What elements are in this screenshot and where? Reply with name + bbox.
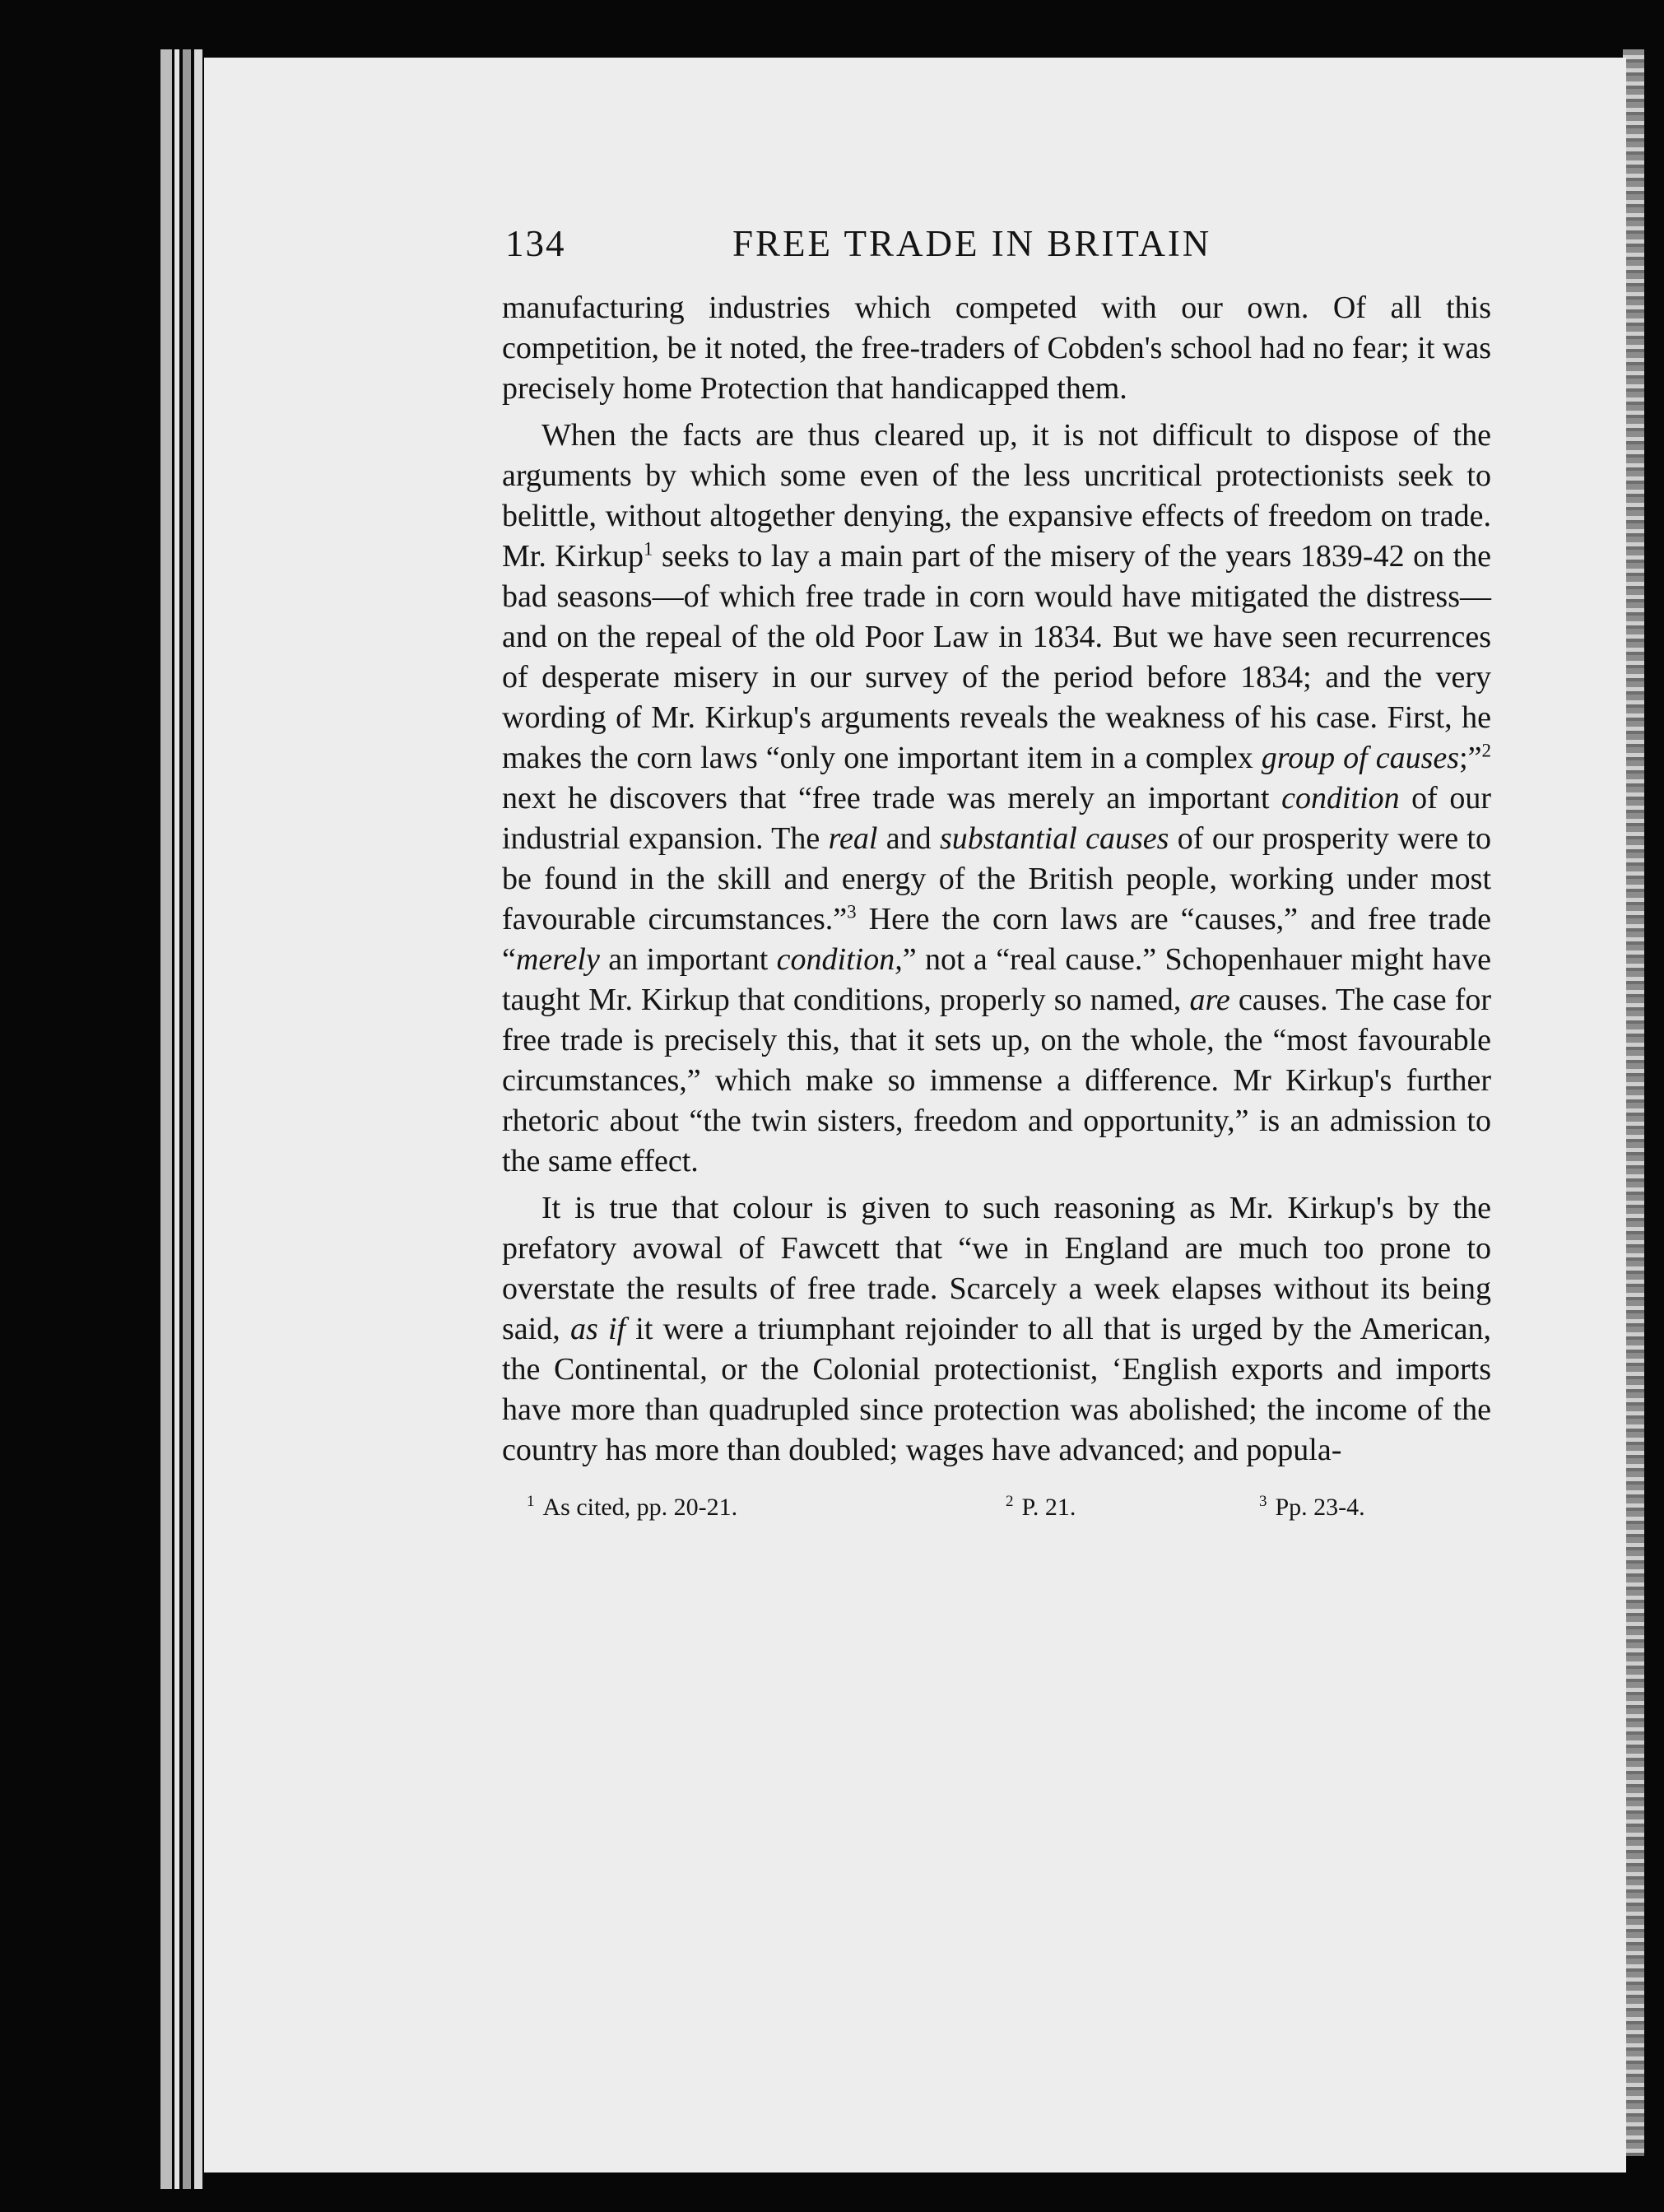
footnote-ref[interactable]: 1: [644, 538, 653, 560]
footnote: $^3$ Pp. 23-4.: [1259, 1493, 1365, 1521]
footnote-ref[interactable]: 2: [1481, 740, 1492, 761]
text-block: [502, 222, 1491, 1543]
body-text: [502, 288, 1491, 1471]
footnotes: [502, 1494, 1491, 1543]
book-edge-shadow: [160, 49, 172, 2189]
book-edge-shadow: [174, 49, 179, 2189]
running-head: [502, 222, 1491, 285]
book-edge-shadow: [183, 49, 191, 2189]
paragraph: manufacturing industries which competed with our own. Of all this competition, be it noted, the free-traders of Cobden's school had no fear; it was precisely home Protection that handicapped them.: [502, 290, 1491, 406]
book-edge-shadow: [194, 49, 202, 2189]
footnote-ref[interactable]: 3: [847, 901, 857, 922]
paragraph: When the facts are thus cleared up, it is not difficult to dispose of the arguments by which some even of the less uncritical protectionists seek to belittle, without altogether denying, the expansive effects of freedom on trade. Mr. Kirkup$^1$ seeks to lay a main part of the misery of the years 1839-42 on the bad seasons—of which free trade in corn would have mitigated the distress—and on the repeal of the old Poor Law in 1834. But we have seen recurrences of desperate misery in our survey of the period before 1834; and the very wording of Mr. Kirkup's arguments reveals the weakness of his case. First, he makes the corn laws “only one important item in a complex group of causes;”$^2$ next he discovers that “free trade was merely an important condition of our industrial expansion. The real and substantial causes of our prosperity were to be found in the skill and energy of the British people, working under most favourable circumstances.”$^3$ Here the corn laws are “causes,” and free trade “merely an important condition,” not a “real cause.” Schopenhauer might have taught Mr. Kirkup that conditions, properly so named, are causes. The case for free trade is precisely this, that it sets up, on the whole, the “most favourable circumstances,” which make so immense a difference. Mr Kirkup's further rhetoric about “the twin sisters, freedom and opportunity,” is an admission to the same effect.: [502, 418, 1492, 1178]
book-page: [204, 58, 1626, 2172]
footnote: $^2$ P. 21.: [1006, 1493, 1076, 1521]
page-number: 134: [505, 223, 566, 264]
running-title: FREE TRADE IN BRITAIN: [732, 223, 1212, 264]
paragraph: It is true that colour is given to such reasoning as Mr. Kirkup's by the prefatory avowal of Fawcett that “we in England are much too prone to overstate the results of free trade. Scarcely a week elapses without its being said, as if it were a triumphant rejoinder to all that is urged by the American, the Continental, or the Colonial protectionist, ‘English exports and imports have more than quadrupled since protection was abolished; the income of the country has more than doubled; wages have advanced; and popula-: [502, 1191, 1491, 1467]
footnote: $^1$ As cited, pp. 20-21.: [527, 1493, 738, 1521]
